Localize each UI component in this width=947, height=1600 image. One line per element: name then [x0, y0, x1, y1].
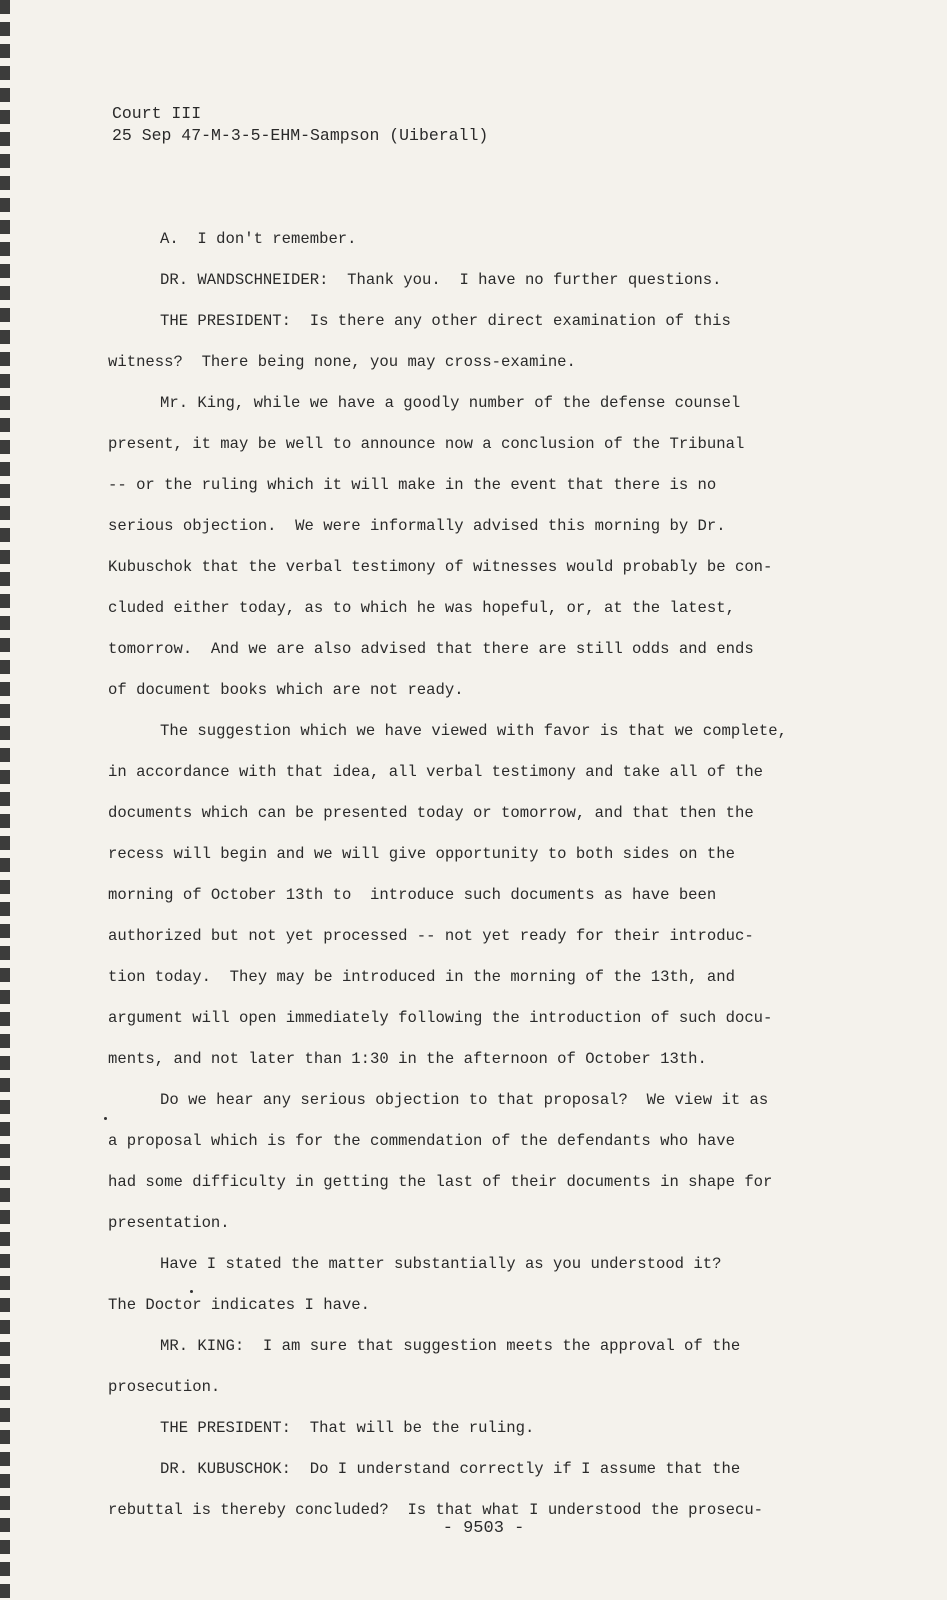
session-reference: 25 Sep 47-M-3-5-EHM-Sampson (Uiberall): [112, 126, 489, 145]
transcript-body: [108, 219, 848, 1531]
transcript-line: ments, and not later than 1:30 in the afternoon of October 13th.: [108, 1050, 707, 1068]
transcript-line: MR. KING: I am sure that suggestion meets the approval of the: [160, 1337, 741, 1355]
page-number: - 9503 -: [442, 1519, 525, 1538]
transcript-line: presentation.: [108, 1214, 230, 1232]
transcript-line: a proposal which is for the commendation of the defendants who have: [108, 1132, 735, 1150]
transcript-line: Kubuschok that the verbal testimony of witnesses would probably be con-: [108, 558, 773, 576]
transcript-line: in accordance with that idea, all verbal testimony and take all of the: [108, 763, 764, 781]
transcript-line: tion today. They may be introduced in the morning of the 13th, and: [108, 968, 735, 986]
binding-edge: [0, 0, 10, 1600]
transcript-line: serious objection. We were informally advised this morning by Dr.: [108, 517, 726, 535]
transcript-line: authorized but not yet processed -- not yet ready for their introduc-: [108, 927, 754, 945]
transcript-line: witness? There being none, you may cross-examine.: [108, 353, 576, 371]
transcript-line: -- or the ruling which it will make in the event that there is no: [108, 476, 717, 494]
transcript-line: of document books which are not ready.: [108, 681, 464, 699]
transcript-line: argument will open immediately following the introduction of such docu-: [108, 1009, 773, 1027]
transcript-line: recess will begin and we will give opportunity to both sides on the: [108, 845, 735, 863]
transcript-line: A. I don't remember.: [160, 230, 357, 248]
transcript-line: THE PRESIDENT: Is there any other direct examination of this: [160, 312, 731, 330]
transcript-line: THE PRESIDENT: That will be the ruling.: [160, 1419, 535, 1437]
transcript-line: cluded either today, as to which he was hopeful, or, at the latest,: [108, 599, 735, 617]
transcript-line: The Doctor indicates I have.: [108, 1296, 371, 1314]
transcript-line: prosecution.: [108, 1378, 221, 1396]
ink-dot: [190, 1290, 193, 1293]
transcript-line: Do we hear any serious objection to that proposal? We view it as: [160, 1091, 769, 1109]
court-label: Court III: [112, 104, 202, 123]
document-header: [112, 103, 488, 147]
transcript-line: tomorrow. And we are also advised that there are still odds and ends: [108, 640, 754, 658]
transcript-line: DR. WANDSCHNEIDER: Thank you. I have no further questions.: [160, 271, 722, 289]
transcript-line: morning of October 13th to introduce such documents as have been: [108, 886, 717, 904]
transcript-line: Mr. King, while we have a goodly number of the defense counsel: [160, 394, 741, 412]
ink-dot: [104, 1117, 107, 1120]
transcript-line: documents which can be presented today or tomorrow, and that then the: [108, 804, 754, 822]
transcript-line: The suggestion which we have viewed with favor is that we complete,: [160, 722, 787, 740]
transcript-line: present, it may be well to announce now a conclusion of the Tribunal: [108, 435, 745, 453]
transcript-line: rebuttal is thereby concluded? Is that what I understood the prosecu-: [108, 1501, 764, 1519]
transcript-line: DR. KUBUSCHOK: Do I understand correctly if I assume that the: [160, 1460, 741, 1478]
transcript-line: had some difficulty in getting the last of their documents in shape for: [108, 1173, 773, 1191]
transcript-line: Have I stated the matter substantially as you understood it?: [160, 1255, 722, 1273]
